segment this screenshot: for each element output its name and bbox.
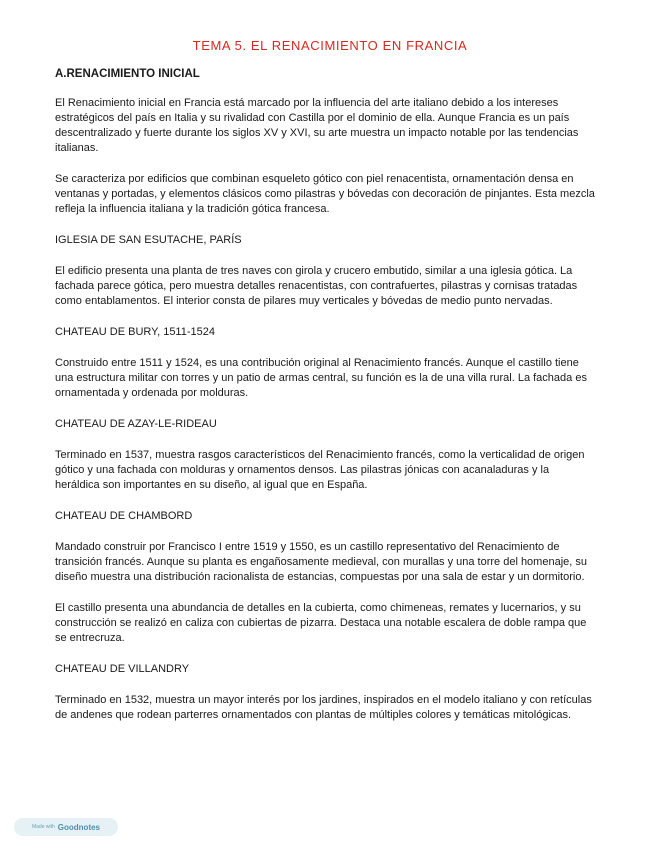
page-title: TEMA 5. EL RENACIMIENTO EN FRANCIA (192, 38, 468, 53)
building-paragraph: Terminado en 1532, muestra un mayor interés por los jardines, inspirados en el modelo italiano y con retículas de andenes que rodean parterres ornamentados con plantas de múltiples colores y temáticas mitológicas. (55, 694, 592, 721)
building-heading: CHATEAU DE BURY, 1511-1524 (55, 326, 215, 338)
document-page (55, 38, 595, 739)
building-heading: CHATEAU DE VILLANDRY (55, 663, 190, 675)
building-paragraph: El castillo presenta una abundancia de detalles en la cubierta, como chimeneas, remates y lucernarios, y su construcción se realizó en caliza con cubiertas de pizarra. Destaca una notable escalera de doble rampa que se entrecruza. (55, 602, 587, 644)
badge-brand: Goodnotes (57, 822, 100, 832)
intro-paragraph: El Renacimiento inicial en Francia está marcado por la influencia del arte italiano debido a los intereses estratégicos del país en Italia y su rivalidad con Castilla por el dominio de ella. Aunque Francia es un país descentralizado y fuerte durante los siglos XV y XVI, su arte muestra un impacto notable por las tendencias italianas. (55, 97, 579, 154)
goodnotes-badge[interactable] (14, 818, 118, 836)
building-heading: CHATEAU DE CHAMBORD (55, 510, 193, 522)
building-paragraph: Terminado en 1537, muestra rasgos característicos del Renacimiento francés, como la verticalidad de origen gótico y una fachada con molduras y ornamentos densos. Las pilastras jónicas con acanaladuras y la heráldica son importantes en su diseño, al igual que en España. (55, 449, 585, 491)
building-heading: CHATEAU DE AZAY-LE-RIDEAU (55, 418, 217, 430)
building-heading: IGLESIA DE SAN ESUTACHE, PARÍS (55, 234, 242, 246)
building-paragraph: Mandado construir por Francisco I entre 1519 y 1550, es un castillo representativo del Renacimiento de transición francés. Aunque su planta es engañosamente medieval, con murallas y una torre del homenaje, su diseño muestra una distribución racionalista de estancias, compuestas por una sala de estar y un dormitorio. (55, 541, 587, 583)
section-heading: A.RENACIMIENTO INICIAL (55, 68, 200, 80)
intro-paragraph: Se caracteriza por edificios que combinan esqueleto gótico con piel renacentista, ornamentación densa en ventanas y portadas, y elementos clásicos como pilastras y bóvedas con decoración de pinjantes. Esta mezcla refleja la influencia italiana y la tradición gótica francesa. (55, 173, 595, 215)
badge-prefix: Made with (31, 824, 55, 830)
building-paragraph: El edificio presenta una planta de tres naves con girola y crucero embutido, similar a una iglesia gótica. La fachada parece gótica, pero muestra detalles renacentistas, con contrafuertes, pilastras y cornisas tratadas como entablamentos. El interior consta de pilares muy verticales y bóvedas de medio punto nervadas. (55, 265, 578, 307)
building-paragraph: Construido entre 1511 y 1524, es una contribución original al Renacimiento francés. Aunque el castillo tiene una estructura militar con torres y un patio de armas central, su función es la de una villa rural. La fachada es ornamentada y ordenada por molduras. (55, 357, 587, 399)
